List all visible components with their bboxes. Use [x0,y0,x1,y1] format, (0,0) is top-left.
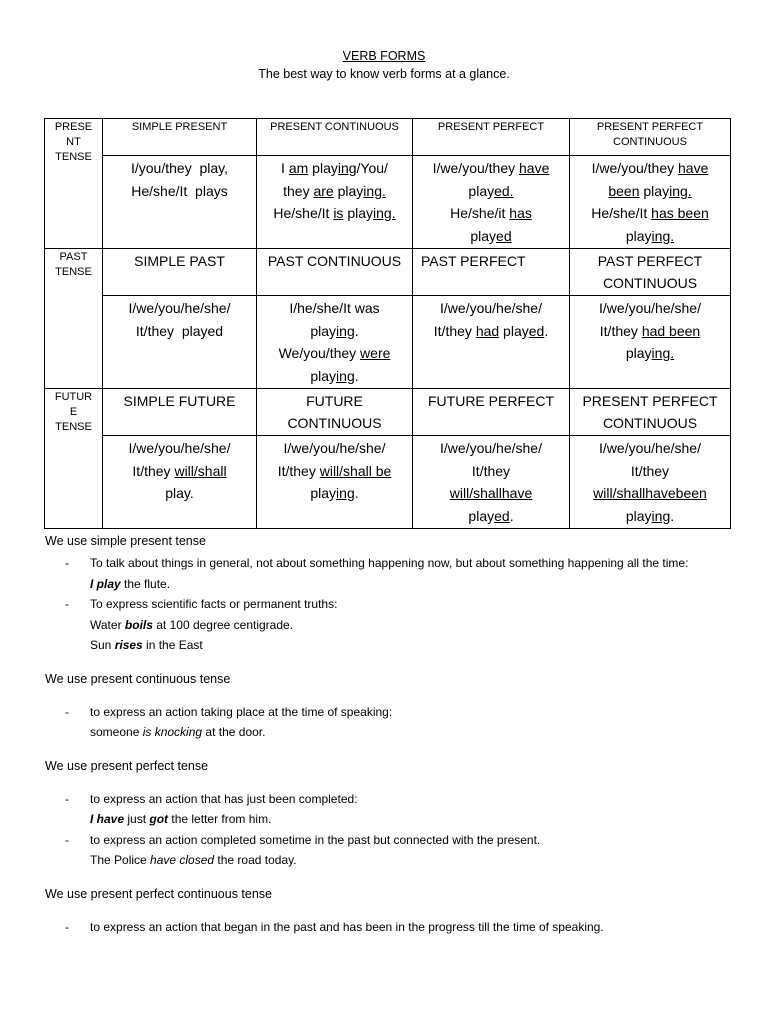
table-row-present-header [45,119,731,156]
cell-future-perfect: I/we/you/he/she/ It/they will/shallhave played. [413,436,570,529]
cell-simple-past: I/we/you/he/she/ It/they played [103,296,257,389]
table-row-past-forms [45,296,731,389]
list-present-perfect-2 [45,830,735,851]
bullet-dash: - [65,919,69,934]
tense-label-future: FUTUR E TENSE [45,389,103,529]
table-row-future-forms [45,436,731,529]
header-future-continuous: FUTURE CONTINUOUS [257,389,413,436]
list-item [45,789,735,810]
bullet-dash: - [65,791,69,806]
document-title: VERB FORMS [342,49,426,63]
example-sentence: someone is knocking at the door. [90,725,266,739]
list-item-text: to express an action that began in the past and has been in the progress till the time of speaking. [90,919,604,934]
bullet-dash: - [65,597,69,611]
cell-future-continuous: I/we/you/he/she/ It/they will/shall be playing. [257,436,413,529]
cell-simple-present: I/you/they play, He/she/It plays [103,156,257,249]
example-sentence: Water boils at 100 degree centigrade. [90,617,294,632]
header-simple-present: SIMPLE PRESENT [103,119,257,156]
header-past-perfect-continuous: PAST PERFECT CONTINUOUS [570,249,731,296]
list-item [45,917,735,938]
cell-present-perfect: I/we/you/they have played. He/she/it has played [413,156,570,249]
section-heading-present-perfect: We use present perfect tense [45,758,209,773]
list-present-continuous [45,702,735,723]
header-simple-future: SIMPLE FUTURE [103,389,257,436]
list-present-perfect-continuous [45,917,735,938]
list-present-perfect [45,789,735,810]
header-present-perfect: PRESENT PERFECT [413,119,570,156]
header-future-perfect-continuous: PRESENT PERFECT CONTINUOUS [570,389,731,436]
verb-forms-table [44,118,731,529]
list-item-text: To express scientific facts or permanent truths: [90,597,338,611]
header-present-perfect-continuous: PRESENT PERFECT CONTINUOUS [570,119,731,156]
table-row-past-header [45,249,731,296]
document-header [0,47,768,83]
example-sentence: I have just got the letter from him. [90,812,272,826]
cell-future-perfect-continuous: I/we/you/he/she/ It/they will/shallhavebeen playing. [570,436,731,529]
section-heading-present-perfect-continuous: We use present perfect continuous tense [45,886,272,901]
list-item [45,553,735,574]
header-simple-past: SIMPLE PAST [103,249,257,296]
table-row-present-forms [45,156,731,249]
document-subtitle: The best way to know verb forms at a glance. [258,67,510,81]
cell-present-continuous: I am playing/You/ they are playing. He/she/It is playing. [257,156,413,249]
bullet-dash: - [65,704,69,719]
header-future-perfect: FUTURE PERFECT [413,389,570,436]
list-item [45,594,735,615]
list-item [45,702,735,723]
header-past-perfect: PAST PERFECT [413,249,570,296]
list-item-text: to express an action taking place at the time of speaking: [90,704,393,719]
tense-label-present: PRESE NT TENSE [45,119,103,249]
list-item-text: To talk about things in general, not about something happening now, but about something happening all the time: [90,556,689,570]
cell-past-continuous: I/he/she/It was playing. We/you/they were playing. [257,296,413,389]
table-row-future-header [45,389,731,436]
usage-notes [45,532,735,937]
section-heading-present-continuous: We use present continuous tense [45,671,231,686]
list-simple-present [45,553,735,574]
section-heading-simple-present: We use simple present tense [45,534,206,548]
bullet-dash: - [65,832,69,847]
example-sentence: Sun rises in the East [90,638,203,652]
example-sentence: The Police have closed the road today. [90,853,297,867]
list-item-text: to express an action completed sometime in the past but connected with the present. [90,832,541,847]
cell-past-perfect: I/we/you/he/she/ It/they had played. [413,296,570,389]
header-past-continuous: PAST CONTINUOUS [257,249,413,296]
cell-present-perfect-continuous: I/we/you/they have been playing. He/she/It has been playing. [570,156,731,249]
cell-past-perfect-continuous: I/we/you/he/she/ It/they had been playing. [570,296,731,389]
header-present-continuous: PRESENT CONTINUOUS [257,119,413,156]
bullet-dash: - [65,556,69,570]
example-sentence: I play the flute. [90,576,171,591]
list-simple-present-2 [45,594,735,615]
list-item [45,830,735,851]
tense-label-past: PAST TENSE [45,249,103,389]
list-item-text: to express an action that has just been completed: [90,791,358,806]
cell-simple-future: I/we/you/he/she/ It/they will/shall play. [103,436,257,529]
